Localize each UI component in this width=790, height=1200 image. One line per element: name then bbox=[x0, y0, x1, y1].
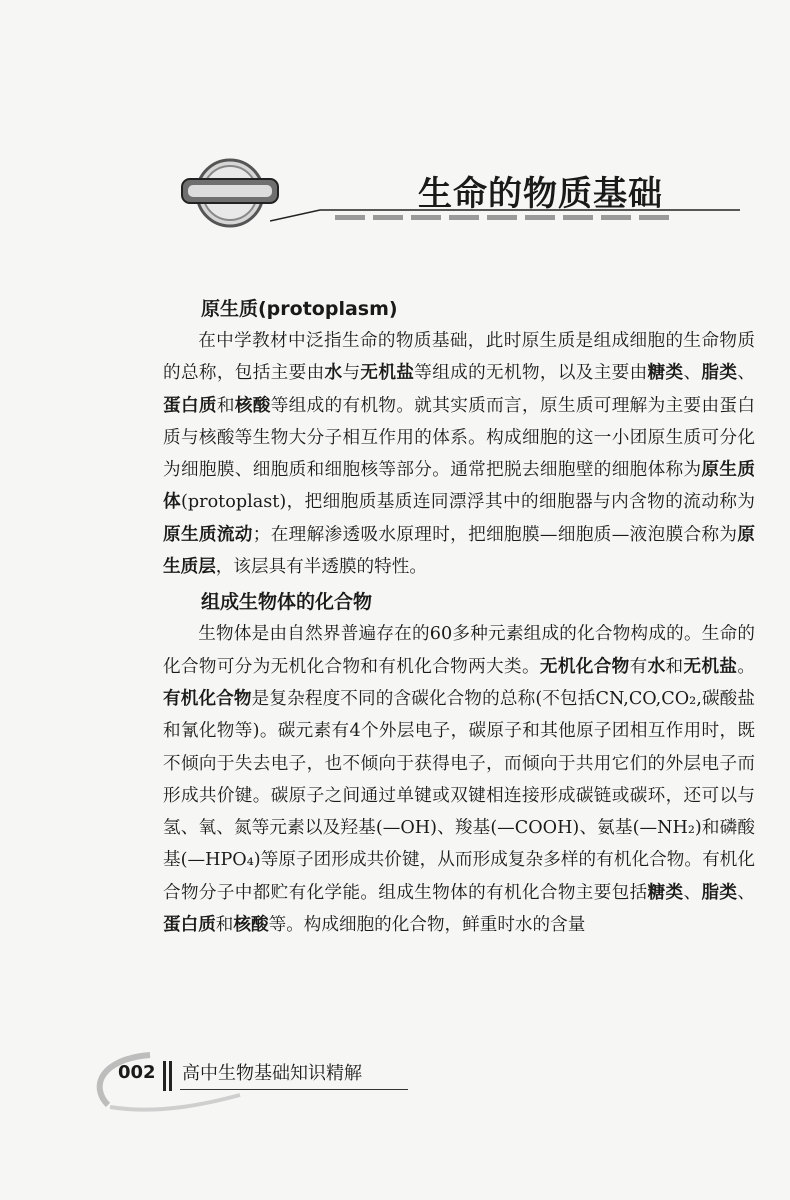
paragraph-compounds: 生物体是由自然界普遍存在的60多种元素组成的化合物构成的。生命的化合物可分为无机化合物和有机化合物两大类。无机化合物有水和无机盐。有机化合物是复杂程度不同的含碳化合物的总称(不包括CN,CO,CO₂,碳酸盐和氰化物等)。碳元素有4个外层电子，碳原子和其他原子团相互作用时，既不倾向于失去电子，也不倾向于获得电子，而倾向于共用它们的外层电子而形成共价键。碳原子之间通过单键或双键相连接形成碳链或碳环，还可以与氢、氧、氮等元素以及羟基(—OH)、羧基(—COOH)、氨基(—NH₂)和磷酸基(—HPO₄)等原子团形成共价键，从而形成复杂多样的有机化合物。有机化合物分子中都贮有化学能。组成生物体的有机化合物主要包括糖类、脂类、蛋白质和核酸等。构成细胞的化合物，鲜重时水的含量 bbox=[163, 624, 755, 936]
section-heading-protoplasm: 原生质(protoplasm) bbox=[201, 298, 398, 320]
key-term: 无机盐 bbox=[683, 656, 738, 677]
key-term: 水 bbox=[324, 363, 343, 384]
page-footer bbox=[90, 1045, 420, 1115]
book-title: 高中生物基础知识精解 bbox=[182, 1063, 362, 1084]
section-heading-compounds: 组成生物体的化合物 bbox=[201, 591, 373, 614]
key-term: 脂类 bbox=[701, 882, 738, 903]
chapter-header bbox=[180, 158, 740, 238]
key-term: 脂类 bbox=[701, 363, 738, 384]
chapter-emblem-icon bbox=[180, 158, 280, 228]
key-term: 水 bbox=[647, 656, 666, 677]
key-term: 有机化合物 bbox=[163, 688, 252, 709]
page-content bbox=[163, 293, 755, 941]
key-term: 糖类 bbox=[647, 363, 684, 384]
key-term: 原生质体 bbox=[163, 460, 755, 513]
key-term: 原生质层 bbox=[163, 524, 755, 578]
key-term: 无机盐 bbox=[360, 363, 415, 384]
paragraph-protoplasm: 在中学教材中泛指生命的物质基础，此时原生质是组成细胞的生命物质的总称，包括主要由水与无机盐等组成的无机物，以及主要由糖类、脂类、蛋白质和核酸等组成的有机物。就其实质而言，原生质可理解为主要由蛋白质与核酸等生物大分子相互作用的体系。构成细胞的这一小团原生质可分化为细胞膜、细胞质和细胞核等部分。通常把脱去细胞壁的细胞体称为原生质体(protoplast)，把细胞质基质连同漂浮其中的细胞器与内含物的流动称为原生质流动；在理解渗透吸水原理时，把细胞膜—细胞质—液泡膜合称为原生质层，该层具有半透膜的特性。 bbox=[163, 331, 755, 578]
key-term: 核酸 bbox=[234, 395, 271, 416]
header-dashes bbox=[335, 215, 669, 220]
footer-rule bbox=[180, 1089, 408, 1090]
key-term: 原生质流动 bbox=[163, 524, 253, 545]
key-term: 无机化合物 bbox=[539, 656, 630, 677]
footer-divider-icon bbox=[162, 1061, 174, 1091]
key-term: 糖类 bbox=[647, 882, 684, 903]
page-number: 002 bbox=[118, 1062, 156, 1083]
key-term: 蛋白质 bbox=[163, 395, 217, 416]
chapter-title: 生命的物质基础 bbox=[418, 174, 663, 214]
key-term: 蛋白质 bbox=[163, 915, 216, 936]
key-term: 核酸 bbox=[233, 915, 269, 936]
